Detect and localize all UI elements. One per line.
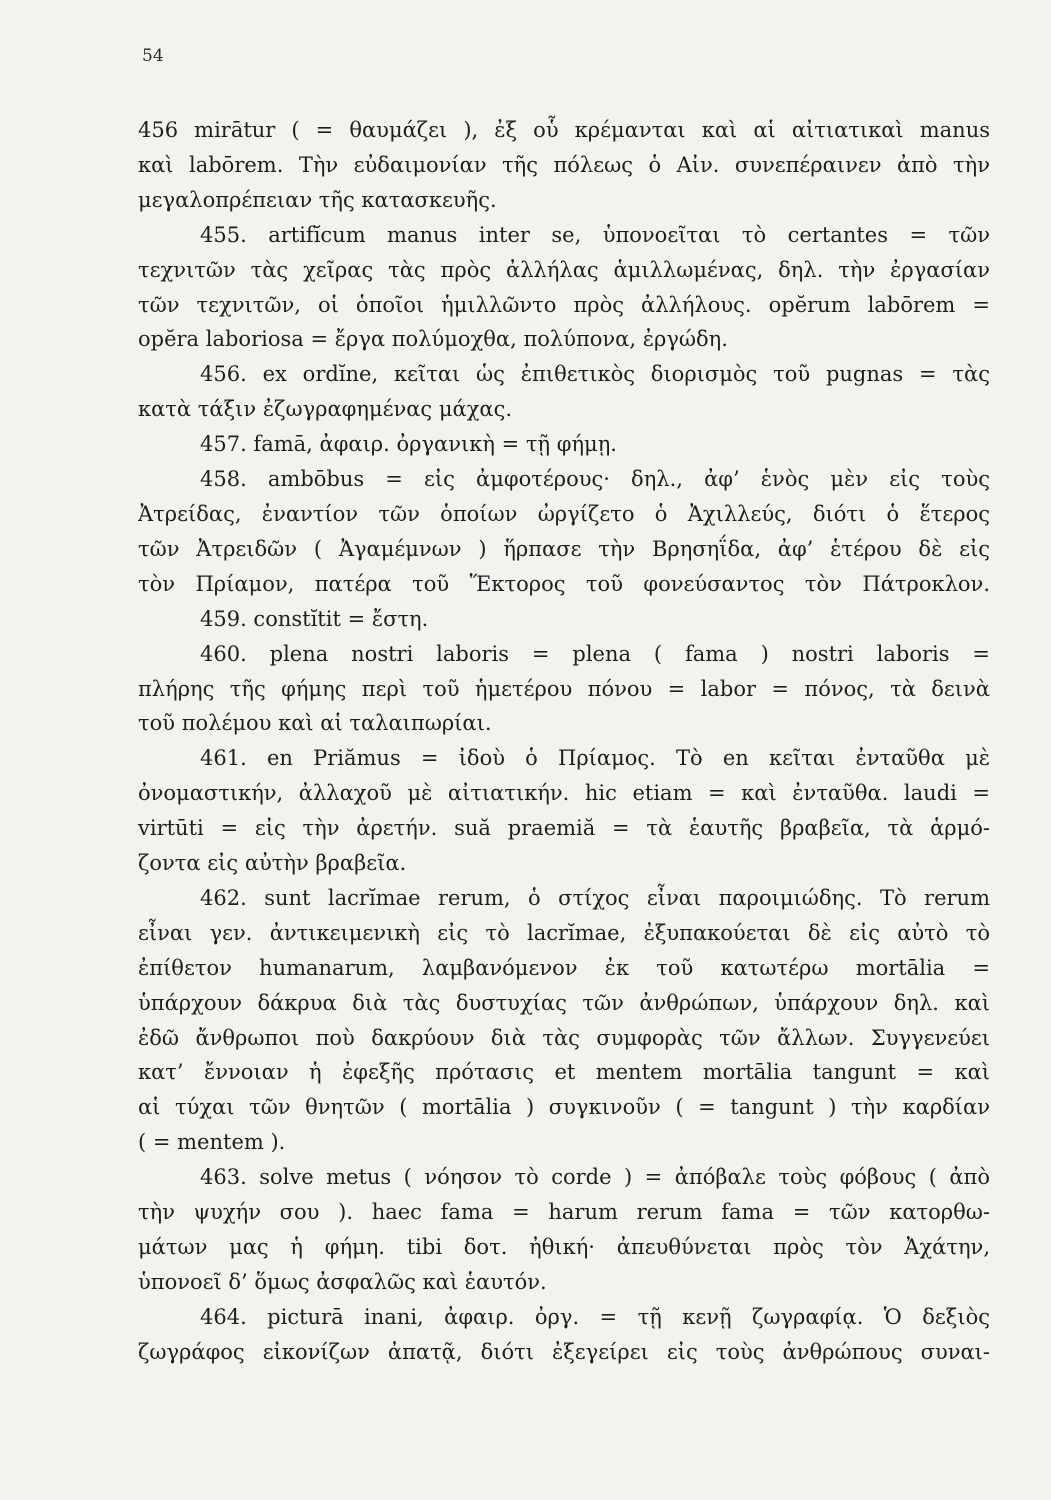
text-line: 459. constĭtit = ἔστη.	[200, 606, 429, 631]
text-line: μάτων μας ἡ φήμη. tibi δοτ. ἠθική· ἀπευθύνεται πρὸς τὸν Ἀχάτην,	[138, 1235, 990, 1259]
text-line: εἶναι γεν. ἀντικειμενικὴ εἰς τὸ lacrĭmae, ἐξυπακούεται δὲ εἰς αὐτὸ τὸ	[138, 920, 990, 945]
text-line: Ἀτρείδας, ἐναντίον τῶν ὁποίων ὠργίζετο ὁ Ἀχιλλεύς, διότι ὁ ἕτερος	[138, 501, 990, 526]
text-line: τῶν τεχνιτῶν, οἱ ὁποῖοι ἡμιλλῶντο πρὸς ἀλλήλους. opĕrum labōrem =	[138, 292, 990, 317]
text-line: virtūti = εἰς τὴν ἀρετήν. suă praemiă = τὰ ἑαυτῆς βραβεῖα, τὰ ἁρμό-	[138, 816, 990, 841]
text-line: 460. plena nostri laboris = plena ( fama ) nostri laboris =	[200, 641, 990, 666]
text-line: 457. famā, ἀφαιρ. ὀργανικὴ = τῇ φήμῃ.	[200, 432, 617, 457]
text-line: ἐπίθετον humanarum, λαμβανόμενον ἐκ τοῦ κατωτέρω mortālia =	[138, 955, 990, 980]
text-line: 455. artifĭcum manus inter se, ὑπονοεῖται τὸ certantes = τῶν	[200, 222, 990, 247]
text-line: ὀνομαστικήν, ἀλλαχοῦ μὲ αἰτιατικήν. hic etiam = καὶ ἐνταῦθα. laudi =	[138, 781, 990, 806]
page-number: 54	[142, 46, 164, 66]
text-line: τὸν Πρίαμον, πατέρα τοῦ Ἕκτορος τοῦ φονεύσαντος τὸν Πάτροκλον.	[138, 571, 990, 596]
commentary-text	[138, 113, 990, 1370]
text-line: καὶ labōrem. Τὴν εὐδαιμονίαν τῆς πόλεως ὁ Αἰν. συνεπέραινεν ἀπὸ τὴν	[138, 152, 990, 177]
text-line: ὑπονοεῖ δ’ ὅμως ἀσφαλῶς καὶ ἑαυτόν.	[138, 1269, 547, 1294]
text-line: opĕra laboriosa = ἔργα πολύμοχθα, πολύπονα, ἐργώδη.	[138, 327, 728, 352]
text-line: 458. ambōbus = εἰς ἀμφοτέρους· δηλ., ἀφ’ ἑνὸς μὲν εἰς τοὺς	[200, 467, 990, 492]
text-line: 463. solve metus ( νόησον τὸ corde ) = ἀπόβαλε τοὺς φόβους ( ἀπὸ	[200, 1165, 990, 1190]
text-line: αἱ τύχαι τῶν θνητῶν ( mortālia ) συγκινοῦν ( = tangunt ) τὴν καρδίαν	[138, 1095, 990, 1120]
text-line: ζωγράφος εἰκονίζων ἀπατᾷ, διότι ἐξεγείρει εἰς τοὺς ἀνθρώπους συναι-	[138, 1339, 990, 1364]
text-line: κατὰ τάξιν ἐζωγραφημένας μάχας.	[138, 397, 513, 422]
text-line: 456 mirātur ( = θαυμάζει ), ἐξ οὗ κρέμανται καὶ αἱ αἰτιατικαὶ manus	[138, 118, 990, 142]
text-line: πλήρης τῆς φήμης περὶ τοῦ ἡμετέρου πόνου = labor = πόνος, τὰ δεινὰ	[138, 676, 990, 701]
text-line: ἐδῶ ἄνθρωποι ποὺ δακρύουν διὰ τὰς συμφορὰς τῶν ἄλλων. Συγγενεύει	[138, 1025, 990, 1050]
text-line: ( = mentem ).	[138, 1130, 286, 1155]
text-line: τεχνιτῶν τὰς χεῖρας τὰς πρὸς ἀλλήλας ἁμιλλωμένας, δηλ. τὴν ἐργασίαν	[138, 257, 990, 282]
text-line: κατ’ ἔννοιαν ἡ ἐφεξῆς πρότασις et mentem mortālia tangunt = καὶ	[138, 1060, 990, 1085]
text-line: μεγαλοπρέπειαν τῆς κατασκευῆς.	[138, 187, 497, 212]
text-line: τοῦ πολέμου καὶ αἱ ταλαιπωρίαι.	[138, 711, 492, 736]
text-line: ὑπάρχουν δάκρυα διὰ τὰς δυστυχίας τῶν ἀνθρώπων, ὑπάρχουν δηλ. καὶ	[138, 990, 990, 1015]
text-line: 456. ex ordĭne, κεῖται ὡς ἐπιθετικὸς διορισμὸς τοῦ pugnas = τὰς	[200, 362, 990, 387]
text-line: τὴν ψυχήν σου ). haec fama = harum rerum fama = τῶν κατορθω-	[138, 1200, 990, 1225]
text-line: 462. sunt lacrĭmae rerum, ὁ στίχος εἶναι παροιμιώδης. Τὸ rerum	[200, 885, 990, 910]
text-line: ζοντα εἰς αὐτὴν βραβεῖα.	[138, 851, 407, 876]
text-line: 464. picturā inani, ἀφαιρ. ὀργ. = τῇ κενῇ ζωγραφίᾳ. Ὁ δεξιὸς	[200, 1304, 990, 1329]
text-line: τῶν Ἀτρειδῶν ( Ἀγαμέμνων ) ἥρπασε τὴν Βρησηΐδα, ἀφ’ ἑτέρου δὲ εἰς	[138, 536, 990, 561]
text-line: 461. en Priămus = ἰδοὺ ὁ Πρίαμος. Τὸ en κεῖται ἐνταῦθα μὲ	[200, 746, 990, 771]
